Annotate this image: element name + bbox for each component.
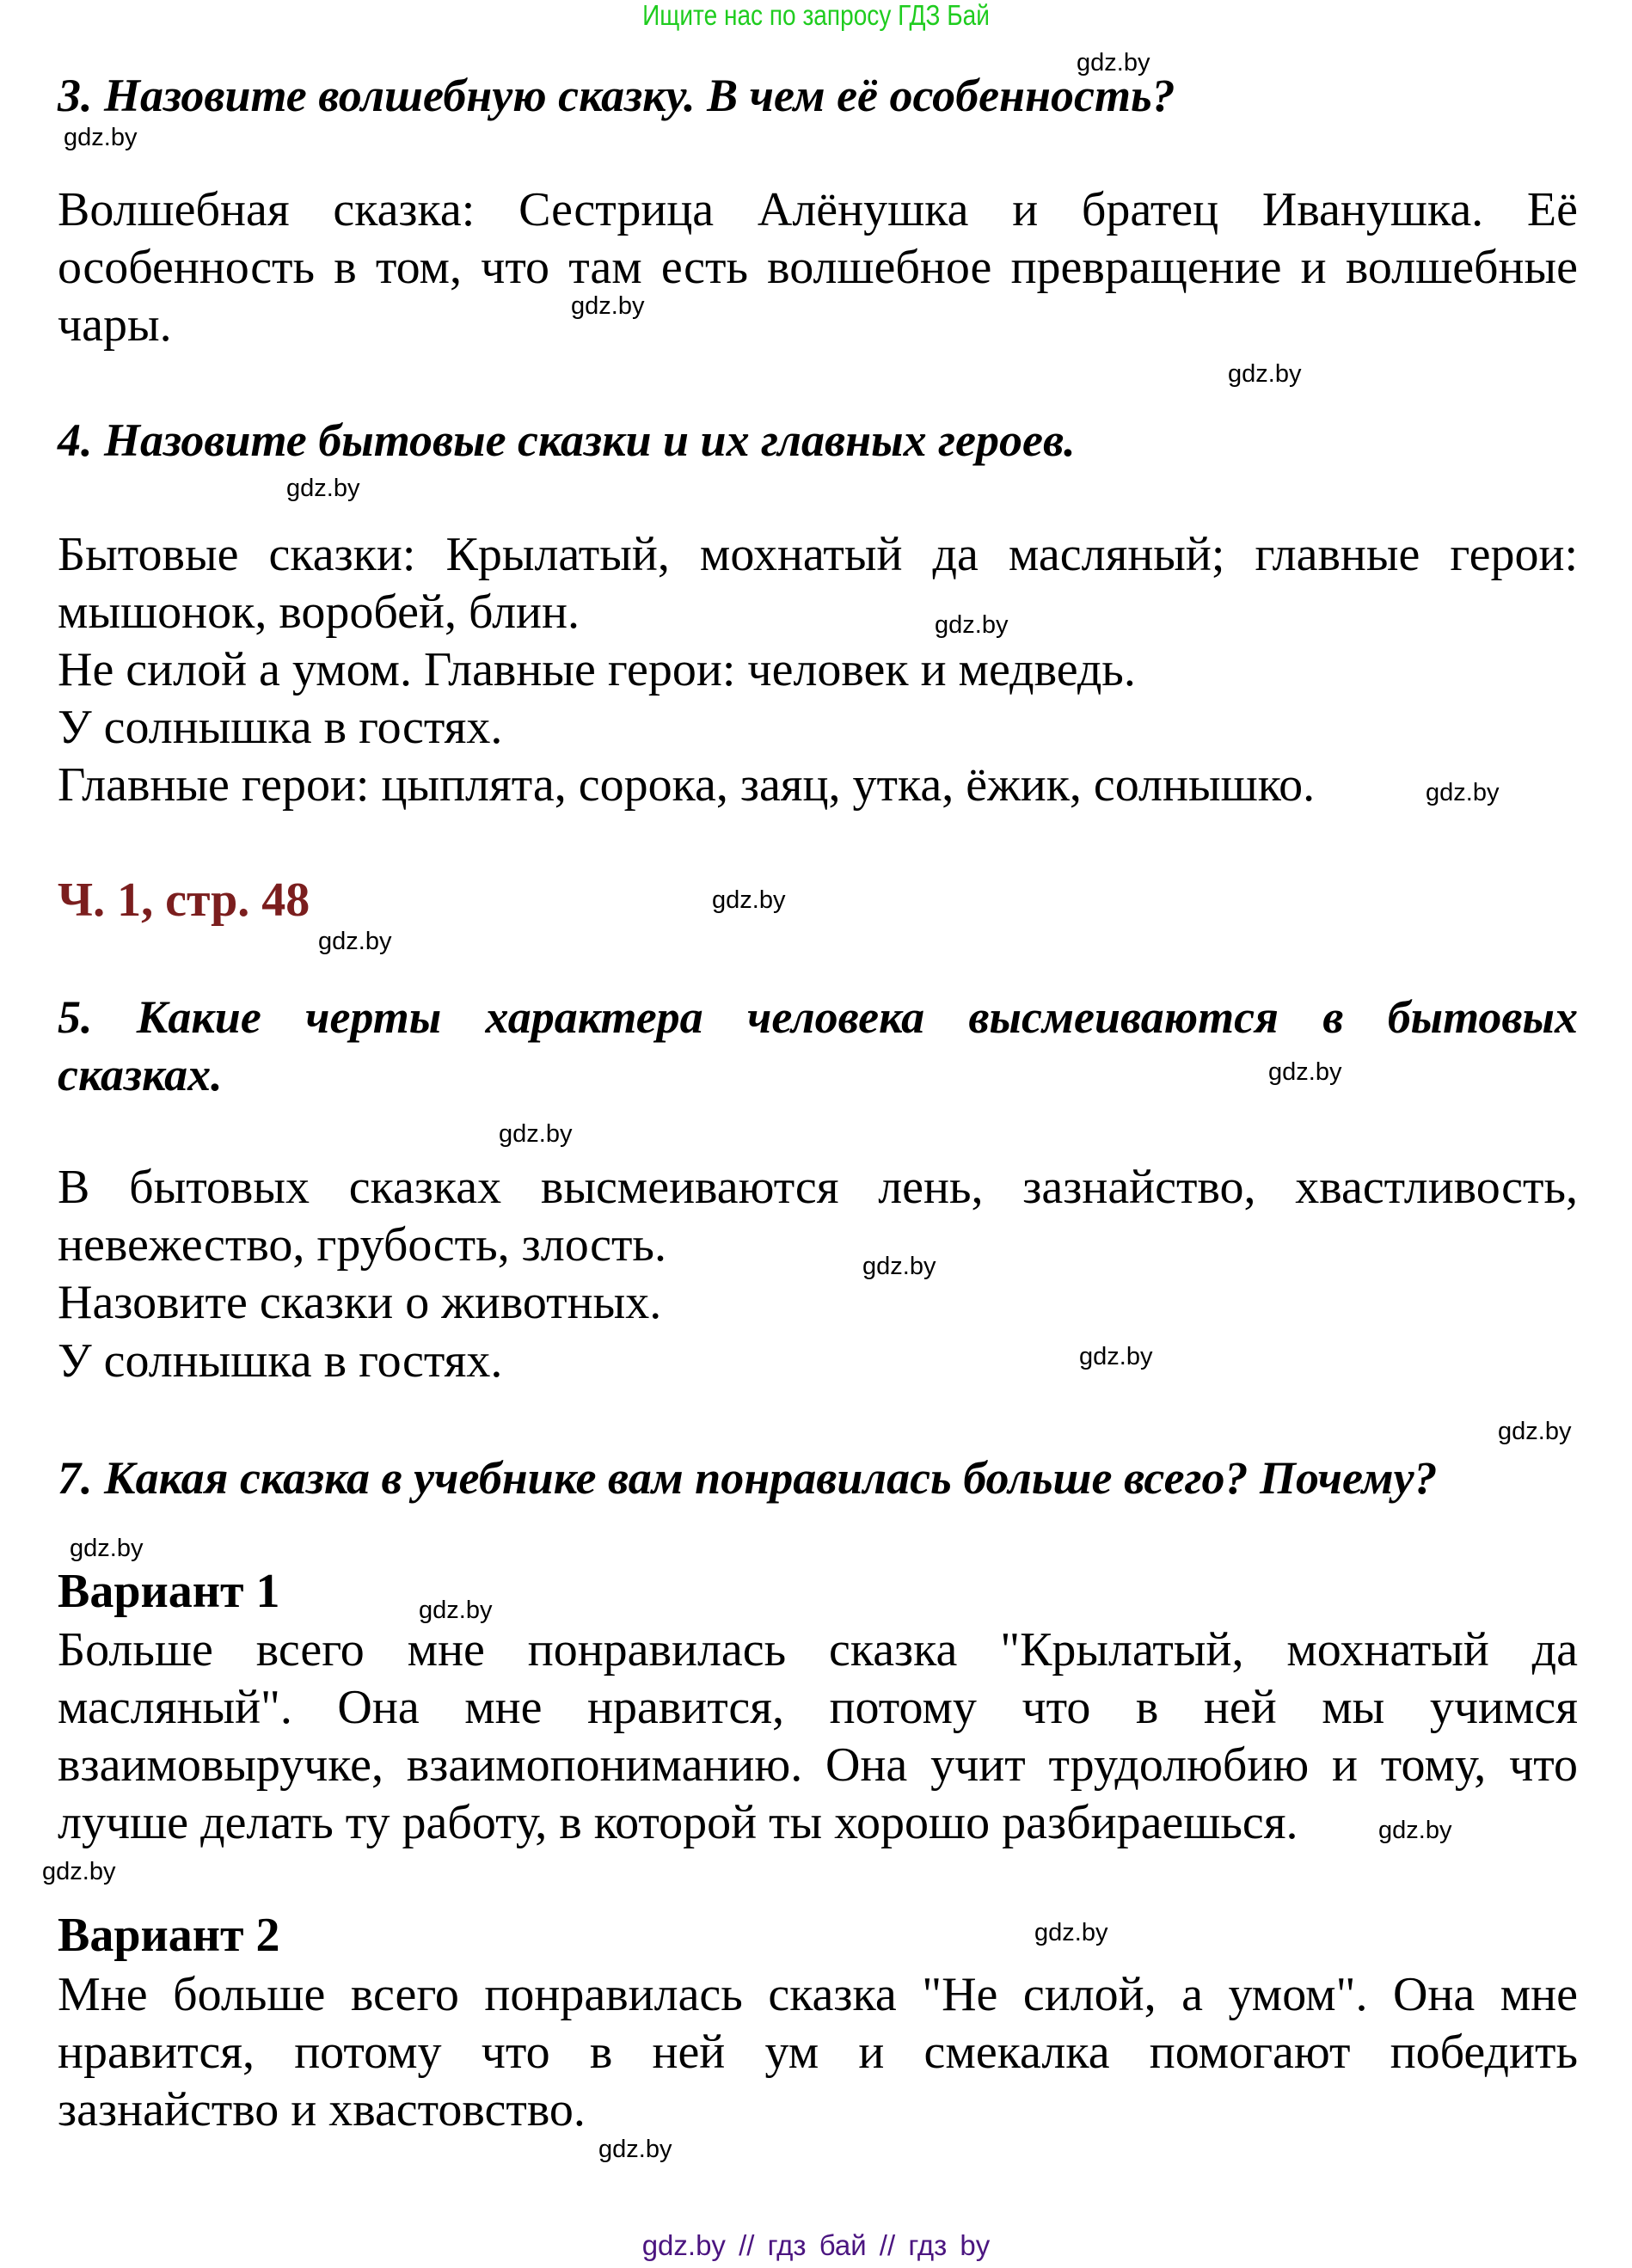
watermark: gdz.by xyxy=(1079,1343,1153,1370)
question-7-heading: 7. Какая сказка в учебнике вам понравилась больше всего? Почему? xyxy=(58,1452,1438,1504)
search-banner: Ищите нас по запросу ГДЗ Бай xyxy=(642,0,990,31)
answer-line: Бытовые сказки: Крылатый, мохнатый да масляный; главные герои: xyxy=(58,528,1578,581)
answer-line: нравится, потому что в ней ум и смекалка помогают победить xyxy=(58,2026,1578,2079)
answer-line: лучше делать ту работу, в которой ты хорошо разбираешься. xyxy=(58,1796,1298,1849)
answer-line: чары. xyxy=(58,298,172,352)
answer-line: У солнышка в гостях. xyxy=(58,1334,503,1388)
answer-line: особенность в том, что там есть волшебное превращение и волшебные xyxy=(58,241,1578,294)
question-5-heading: 5. Какие черты характера человека высмеиваются в бытовых xyxy=(58,991,1578,1043)
answer-line: мышонок, воробей, блин. xyxy=(58,585,580,639)
watermark: gdz.by xyxy=(712,886,786,914)
answer-line: Мне больше всего понравилась сказка "Не силой, а умом". Она мне xyxy=(58,1968,1578,2021)
watermark: gdz.by xyxy=(499,1120,573,1148)
watermark: gdz.by xyxy=(318,928,392,955)
answer-line: взаимовыручке, взаимопониманию. Она учит трудолюбию и тому, что xyxy=(58,1738,1578,1792)
question-5-heading: сказках. xyxy=(58,1049,223,1100)
question-4-heading: 4. Назовите бытовые сказки и их главных героев. xyxy=(58,414,1076,466)
watermark: gdz.by xyxy=(64,124,138,151)
watermark: gdz.by xyxy=(419,1597,493,1624)
watermark: gdz.by xyxy=(935,611,1009,639)
watermark: gdz.by xyxy=(571,292,645,320)
footer-links: gdz.by // гдз бай // гдз by xyxy=(641,2229,991,2261)
answer-line: Волшебная сказка: Сестрица Алёнушка и братец Иванушка. Её xyxy=(58,183,1578,236)
watermark: gdz.by xyxy=(1426,779,1500,806)
answer-line: зазнайство и хвастовство. xyxy=(58,2083,586,2136)
answer-line: В бытовых сказках высмеиваются лень, зазнайство, хвастливость, xyxy=(58,1161,1578,1214)
watermark: gdz.by xyxy=(1077,49,1150,77)
watermark: gdz.by xyxy=(1498,1418,1572,1445)
watermark: gdz.by xyxy=(42,1858,116,1885)
watermark: gdz.by xyxy=(598,2136,672,2163)
question-3-heading: 3. Назовите волшебную сказку. В чем её особенность? xyxy=(58,70,1175,121)
answer-line: Не силой а умом. Главные герои: человек и медведь. xyxy=(58,643,1136,696)
answer-line: масляный". Она мне нравится, потому что в ней мы учимся xyxy=(58,1681,1578,1734)
answer-line: Главные герои: цыплята, сорока, заяц, утка, ёжик, солнышко. xyxy=(58,758,1316,812)
variant-2-title: Вариант 2 xyxy=(58,1909,280,1962)
watermark: gdz.by xyxy=(70,1535,144,1562)
answer-line: Больше всего мне понравилась сказка "Крылатый, мохнатый да xyxy=(58,1623,1578,1676)
watermark: gdz.by xyxy=(1228,360,1302,388)
watermark: gdz.by xyxy=(286,475,360,502)
answer-line: невежество, грубость, злость. xyxy=(58,1218,666,1272)
variant-1-title: Вариант 1 xyxy=(58,1565,280,1618)
watermark: gdz.by xyxy=(1034,1919,1108,1946)
answer-line: Назовите сказки о животных. xyxy=(58,1276,662,1329)
watermark: gdz.by xyxy=(862,1253,936,1280)
answer-line: У солнышка в гостях. xyxy=(58,701,503,754)
watermark: gdz.by xyxy=(1268,1058,1342,1086)
watermark: gdz.by xyxy=(1378,1817,1452,1844)
section-heading: Ч. 1, стр. 48 xyxy=(58,873,310,927)
